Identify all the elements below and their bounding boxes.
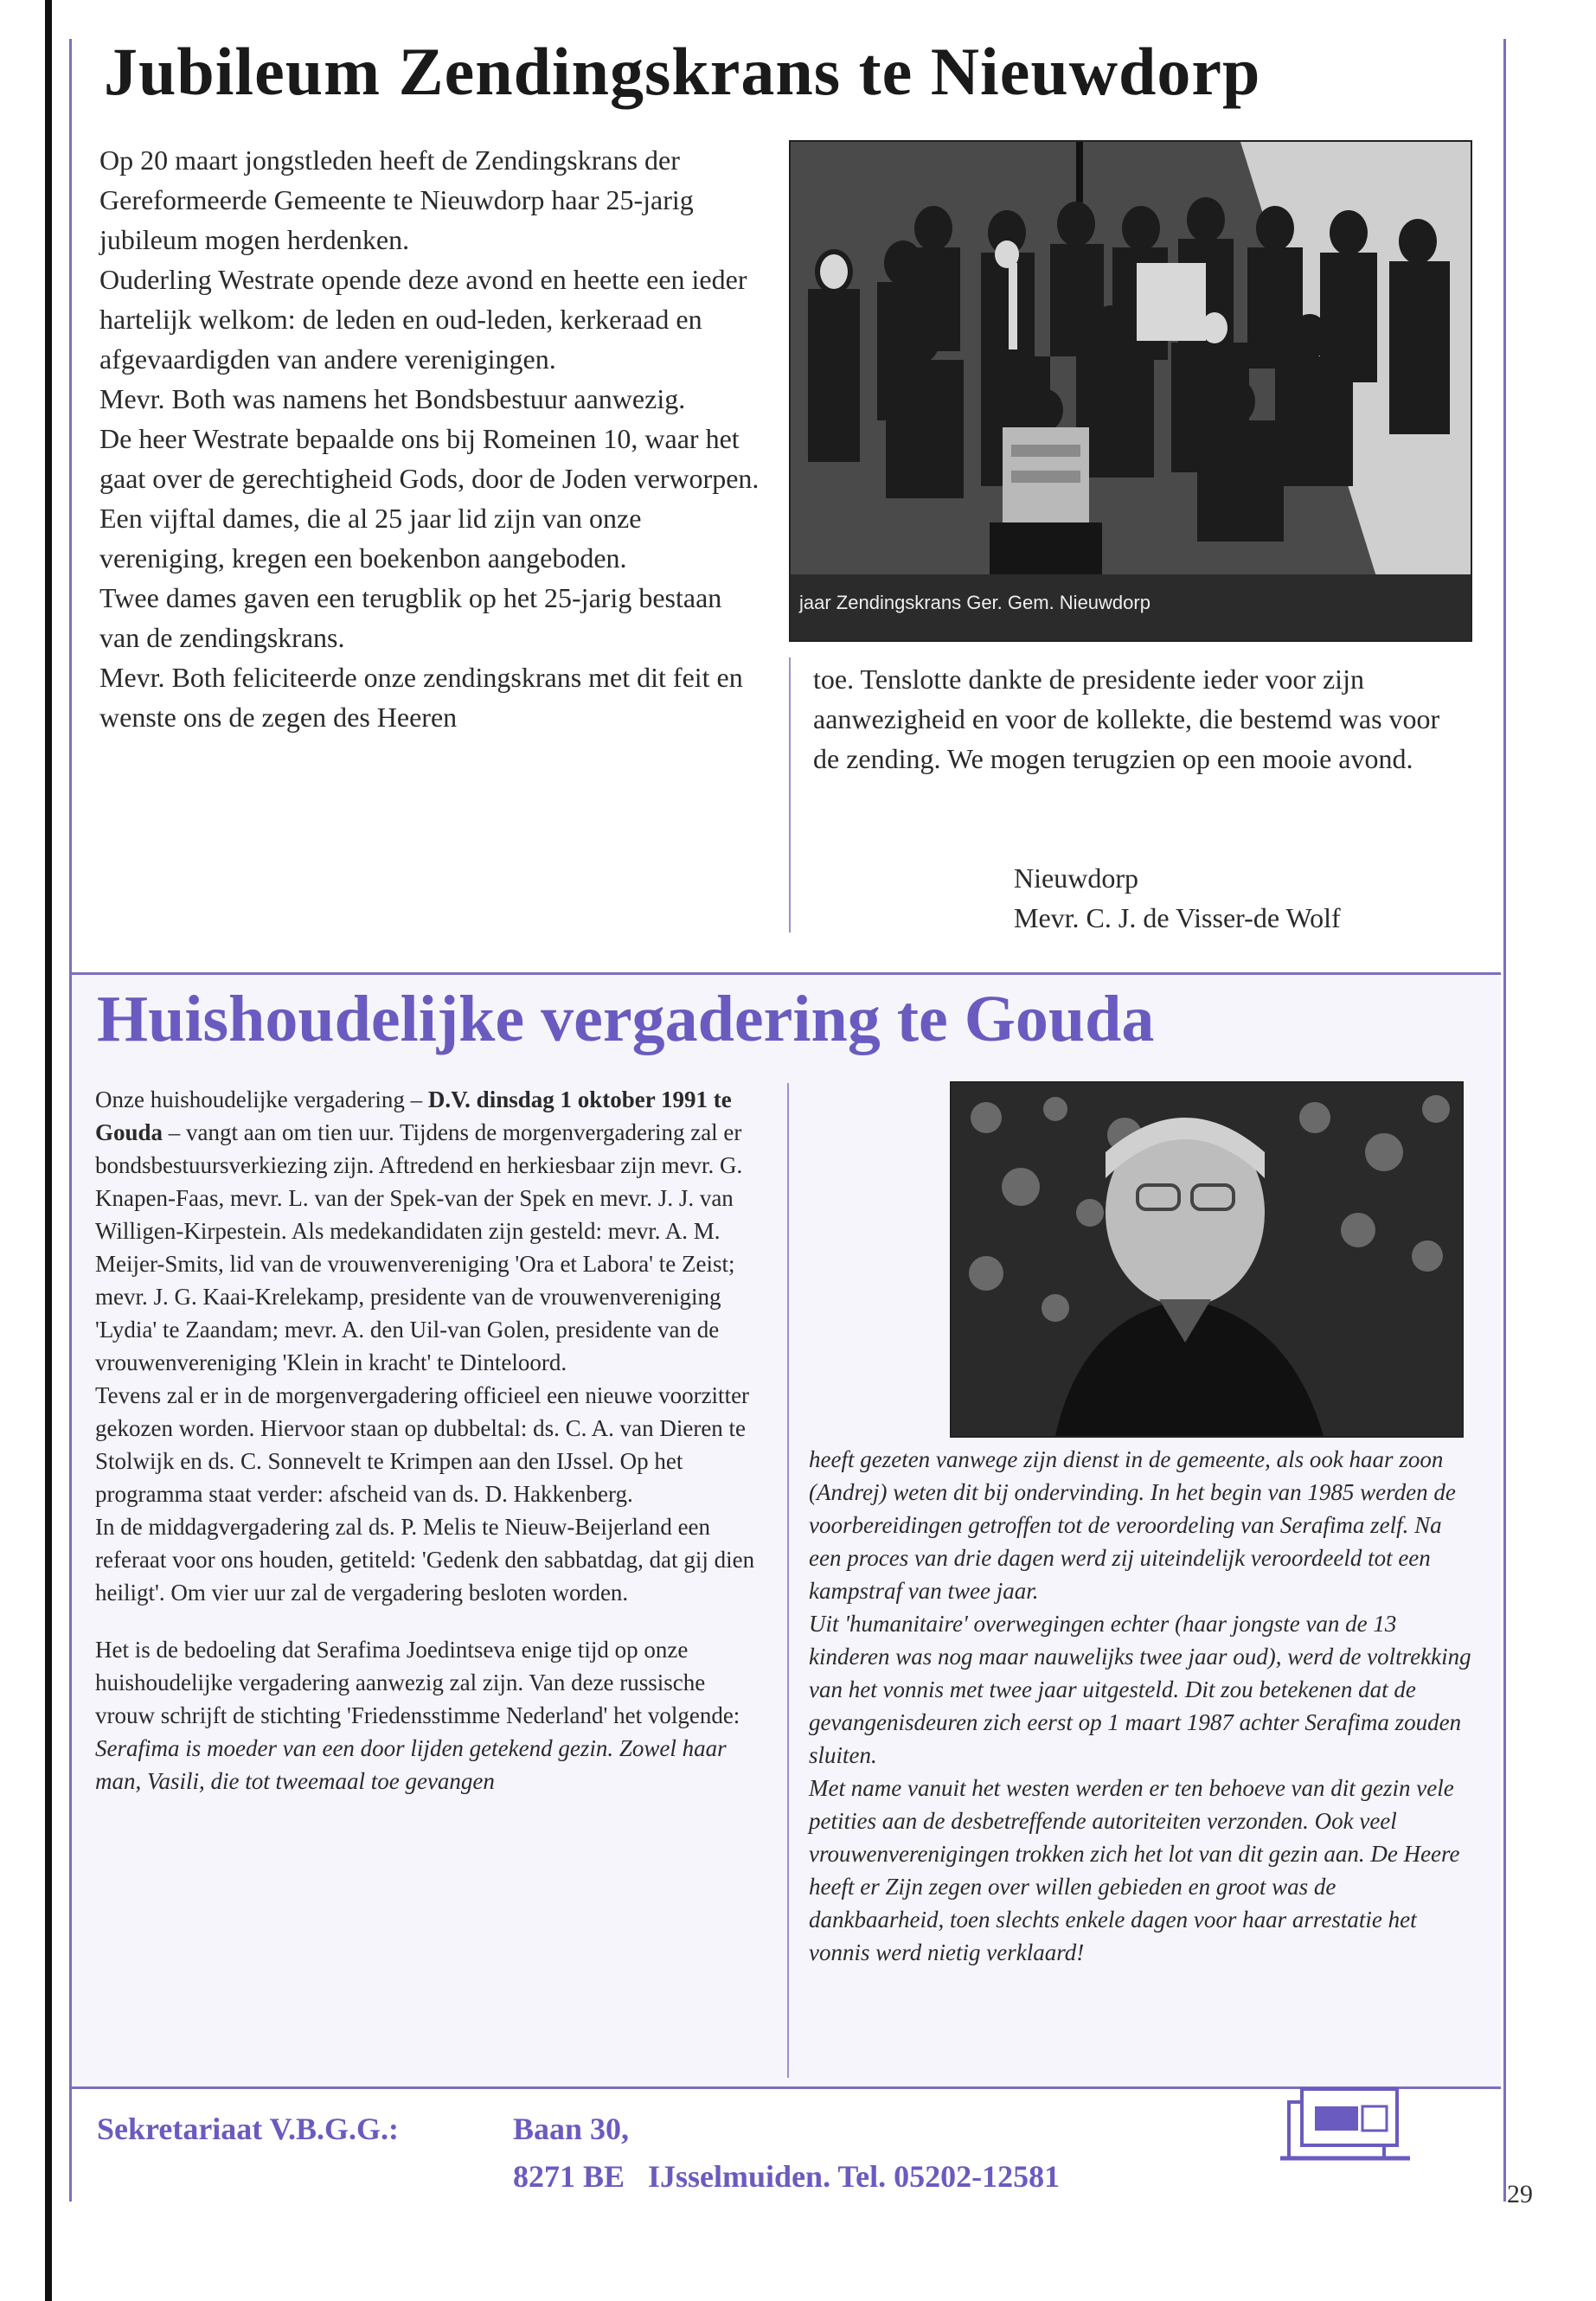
footer-address-line2: 8271 BE IJsselmuiden. Tel. 05202-12581: [513, 2159, 1061, 2194]
article2-paragraph: In de middagvergadering zal ds. P. Melis te Nieuw-Beijerland een referaat voor ons houden, getiteld: 'Gedenk den sabbatdag, dat gij dien heiligt'. Om vier uur zal de vergadering besloten worden.: [95, 1514, 755, 1606]
photo-caption: jaar Zendingskrans Ger. Gem. Nieuwdorp: [799, 592, 1151, 613]
signature-place: Nieuwdorp: [1014, 862, 1138, 894]
article2-paragraph: Met name vanuit het westen werden er ten behoeve van dit gezin vele petities aan de desbetreffende autoriteiten verzonden. Ook veel vrouwenverenigingen trokken zich het lot van dit gezin aan. De Heere heeft er Zijn zegen over willen gebieden en groot was de dankbaarheid, toen slechts enkele dagen voor haar arrestatie het vonnis werd nietig verklaard!: [809, 1775, 1460, 1965]
group-photo-image: [791, 142, 1471, 640]
footer-label: Sekretariaat V.B.G.G.:: [97, 2112, 399, 2146]
article2-paragraph: heeft gezeten vanwege zijn dienst in de gemeente, als ook haar zoon (Andrej) weten dit bij ondervinding. In het begin van 1985 werden de voorbereidingen getroffen tot de veroordeling van Serafima zelf. Na een proces van drie dagen werd zij uiteindelijk veroordeeld tot een kampstraf van twee jaar.: [809, 1446, 1456, 1604]
article1-left-column: [99, 140, 766, 737]
article2-title: Huishoudelijke vergadering te Gouda: [97, 983, 1155, 1055]
portrait-photo-image: [952, 1083, 1462, 1436]
article2-paragraph: Onze huishoudelijke vergadering – D.V. dinsdag 1 oktober 1991 te Gouda – vangt aan om tien uur. Tijdens de morgenvergadering zal er bondsbestuursverkiezing zijn. Aftredend en herkiesbaar zijn mevr. G. Knapen-Faas, mevr. L. van der Spek-van der Spek en mevr. J. J. van Willigen-Kirpestein. Als medekandidaten zijn gesteld: mevr. A. M. Meijer-Smits, lid van de vrouwenvereniging 'Ora et Labora' te Zeist; mevr. J. G. Kaai-Krelekamp, presidente van de vrouwenvereniging 'Lydia' te Zaandam; mevr. A. den Uil-van Golen, presidente van de vrouwenvereniging 'Klein in kracht' te Dinteloord.: [95, 1086, 743, 1375]
article1-paragraph: Twee dames gaven een terugblik op het 25-jarig bestaan van de zendingskrans.: [99, 582, 722, 653]
article1-right-column: [813, 659, 1471, 779]
footer-address-line1: Baan 30,: [513, 2112, 630, 2146]
meeting-date: D.V. dinsdag 1 oktober 1991 te Gouda: [95, 1086, 732, 1145]
article1-paragraph: Mevr. Both was namens het Bondsbestuur aanwezig.: [99, 383, 686, 414]
article1-title: Jubileum Zendingskrans te Nieuwdorp: [104, 34, 1261, 109]
group-photo: [789, 140, 1472, 642]
portrait-photo: [950, 1081, 1464, 1438]
page-number: 29: [1507, 2180, 1533, 2208]
article2-paragraph: Serafima is moeder van een door lijden getekend gezin. Zowel haar man, Vasili, die tot tweemaal toe gevangen: [95, 1735, 727, 1794]
article2-paragraph: Het is de bedoeling dat Serafima Joedintseva enige tijd op onze huishoudelijke vergadering aanwezig zal zijn. Van deze russische vrouw schrijft de stichting 'Friedensstimme Nederland' het volgende:: [95, 1637, 740, 1728]
article2-paragraph: Tevens zal er in de morgenvergadering officieel een nieuwe voorzitter gekozen worden. Hiervoor staan op dubbeltal: ds. C. A. van Dieren te Stolwijk en ds. C. Sonnevelt te Krimpen aan den IJssel. Op het programma staat verder: afscheid van ds. D. Hakkenberg.: [95, 1382, 750, 1507]
article1-paragraph: Een vijftal dames, die al 25 jaar lid zijn van onze vereniging, kregen een boekenbon aangeboden.: [99, 503, 642, 574]
article1-paragraph: Ouderling Westrate opende deze avond en heette een ieder hartelijk welkom: de leden en oud-leden, kerkeraad en afgevaardigden van andere verenigingen.: [99, 264, 747, 375]
page-spine: [45, 0, 52, 2301]
column-divider: [787, 1083, 789, 2078]
article1-paragraph: De heer Westrate bepaalde ons bij Romeinen 10, waar het gaat over de gerechtigheid Gods, door de Joden verworpen.: [99, 423, 760, 494]
section-divider: [72, 972, 1501, 975]
article1-paragraph: Op 20 maart jongstleden heeft de Zendingskrans der Gereformeerde Gemeente te Nieuwdorp haar 25-jarig jubileum mogen herdenken.: [99, 144, 694, 255]
article1-paragraph: Mevr. Both feliciteerde onze zendingskrans met dit feit en wenste ons de zegen des Heeren: [99, 662, 743, 733]
bond-logo-icon: [1280, 2076, 1410, 2171]
article2-paragraph: Uit 'humanitaire' overwegingen echter (haar jongste van de 13 kinderen was nog maar nauwelijks twee jaar oud), werd de voltrekking van het vonnis met twee jaar uitgesteld. Dit zou betekenen dat de gevangenisdeuren zich eerst op 1 maart 1987 achter Serafima zouden sluiten.: [809, 1611, 1471, 1768]
signature-name: Mevr. C. J. de Visser-de Wolf: [1014, 902, 1341, 933]
article1-paragraph: toe. Tenslotte dankte de presidente ieder voor zijn aanwezigheid en voor de kollekte, die bestemd was voor de zending. We mogen terugzien op een mooie avond.: [813, 663, 1440, 774]
column-divider: [789, 657, 791, 933]
article2-left-column: [95, 1083, 761, 1798]
article2-right-column: [809, 1443, 1475, 1969]
